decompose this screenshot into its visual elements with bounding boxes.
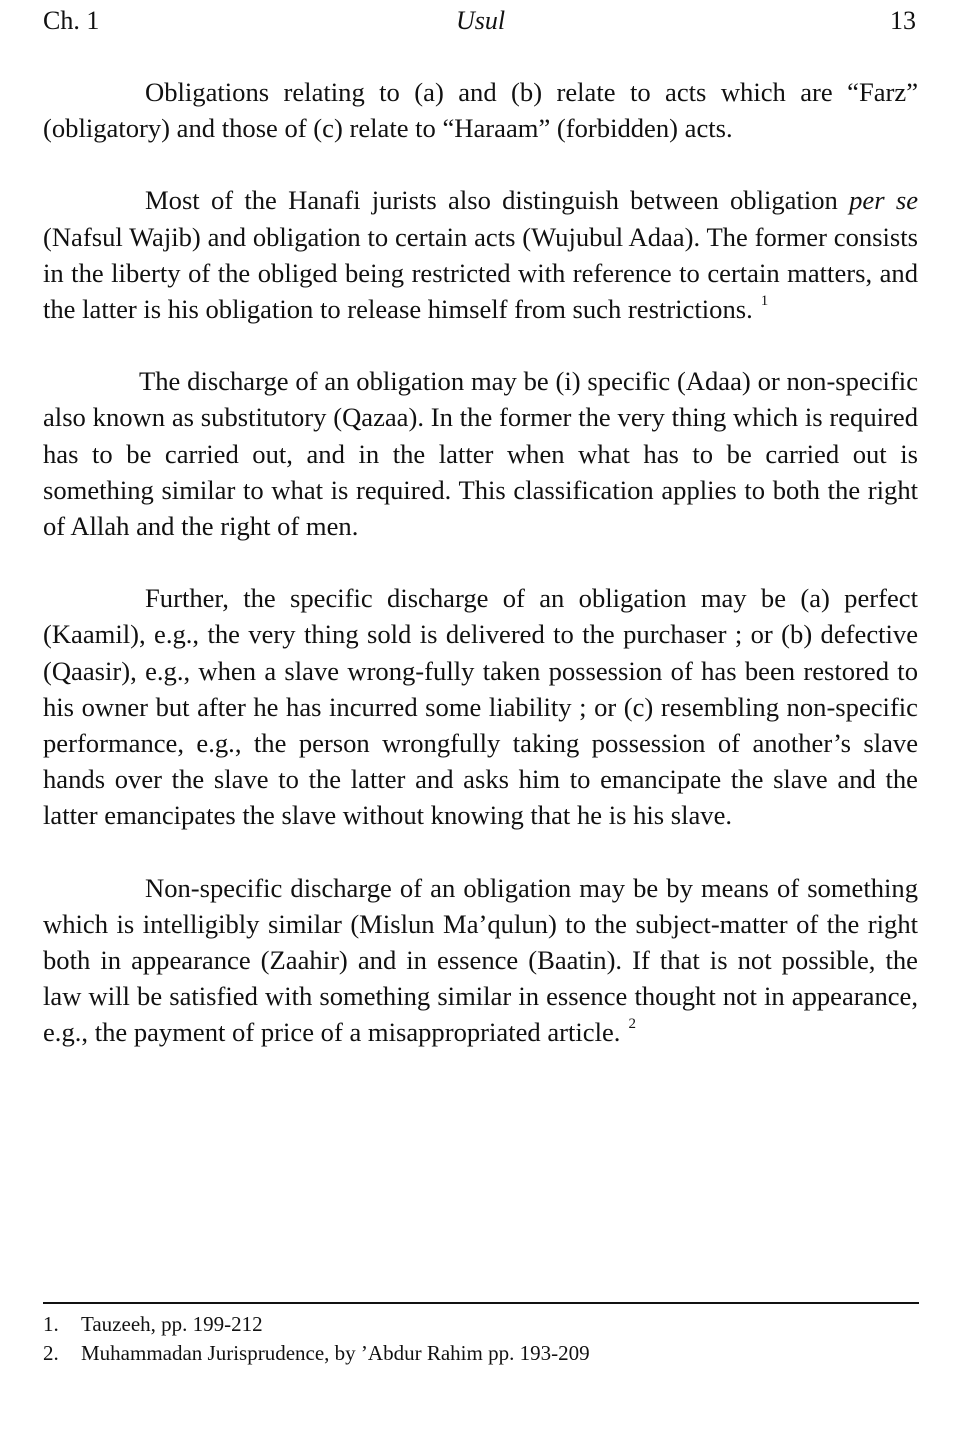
chapter-label: Ch. 1 [43, 6, 100, 35]
footnote-reference-1[interactable]: 1 [760, 293, 769, 310]
paragraph-specific-discharge: Further, the specific discharge of an obligation may be (a) perfect (Kaamil), e.g., the very thing sold is delivered to the purchaser ; or (b) defective (Qaasir), e.g., when a slave wrong-fully taken possession of has been restored to his owner but after he has incurred some liability ; or (c) resembling non-specific performance, e.g., the person wrongfully taking possession of another’s slave hands over the slave to the latter and asks him to emancipate the slave and the latter emancipates the slave without knowing that he is his slave. [43, 583, 918, 831]
footnote-number: 2. [43, 1341, 59, 1365]
paragraph-non-specific-discharge [43, 870, 918, 1051]
paragraph-discharge-classification: The discharge of an obligation may be (i) specific (Adaa) or non-specific also known as substitutory (Qazaa). In the former the very thing which is required has to be carried out, and in the latter when what has to be carried out is something similar to what is required. This classification applies to both the right of Allah and the right of men. [43, 366, 918, 542]
book-page [43, 0, 918, 1446]
paragraph-text: (Nafsul Wajib) and obligation to certain acts (Wujubul Adaa). The former consists in the liberty of the obliged being restricted with reference to certain matters, and the latter is his obligation to release himself from such restrictions. [43, 221, 918, 325]
paragraph-text: Most of the Hanafi jurists also distinguish between obligation [145, 185, 850, 216]
paragraph-hanafi-distinction [43, 182, 918, 327]
paragraph-obligations-farz-haraam: Obligations relating to (a) and (b) relate to acts which are “Farz” (obligatory) and those of (c) relate to “Haraam” (forbidden) acts. [43, 77, 918, 144]
running-head [43, 3, 918, 39]
page-number: 13 [890, 6, 916, 35]
footnote-2 [43, 1339, 918, 1368]
footnote-text: Muhammadan Jurisprudence, by ’Abdur Rahim pp. 193-209 [81, 1341, 590, 1365]
footnote-1 [43, 1310, 918, 1339]
footnotes [43, 1310, 918, 1368]
paragraph-text: Non-specific discharge of an obligation may be by means of something which is intelligibly similar (Mislun Ma’qulun) to the subject-matter of the right both in appearance (Zaahir) and in essence (Baatin). If that is not possible, the law will be satisfied with something similar in essence thought not in appearance, e.g., the payment of price of a misappropriated article. [43, 872, 918, 1048]
footnote-text: Tauzeeh, pp. 199-212 [81, 1312, 263, 1336]
italic-term-per-se: per se [849, 185, 918, 216]
book-title: Usul [455, 6, 506, 35]
footnote-number: 1. [43, 1312, 59, 1336]
footnote-divider [43, 1302, 919, 1304]
footnote-reference-2[interactable]: 2 [628, 1016, 636, 1033]
body-text [43, 74, 918, 1087]
